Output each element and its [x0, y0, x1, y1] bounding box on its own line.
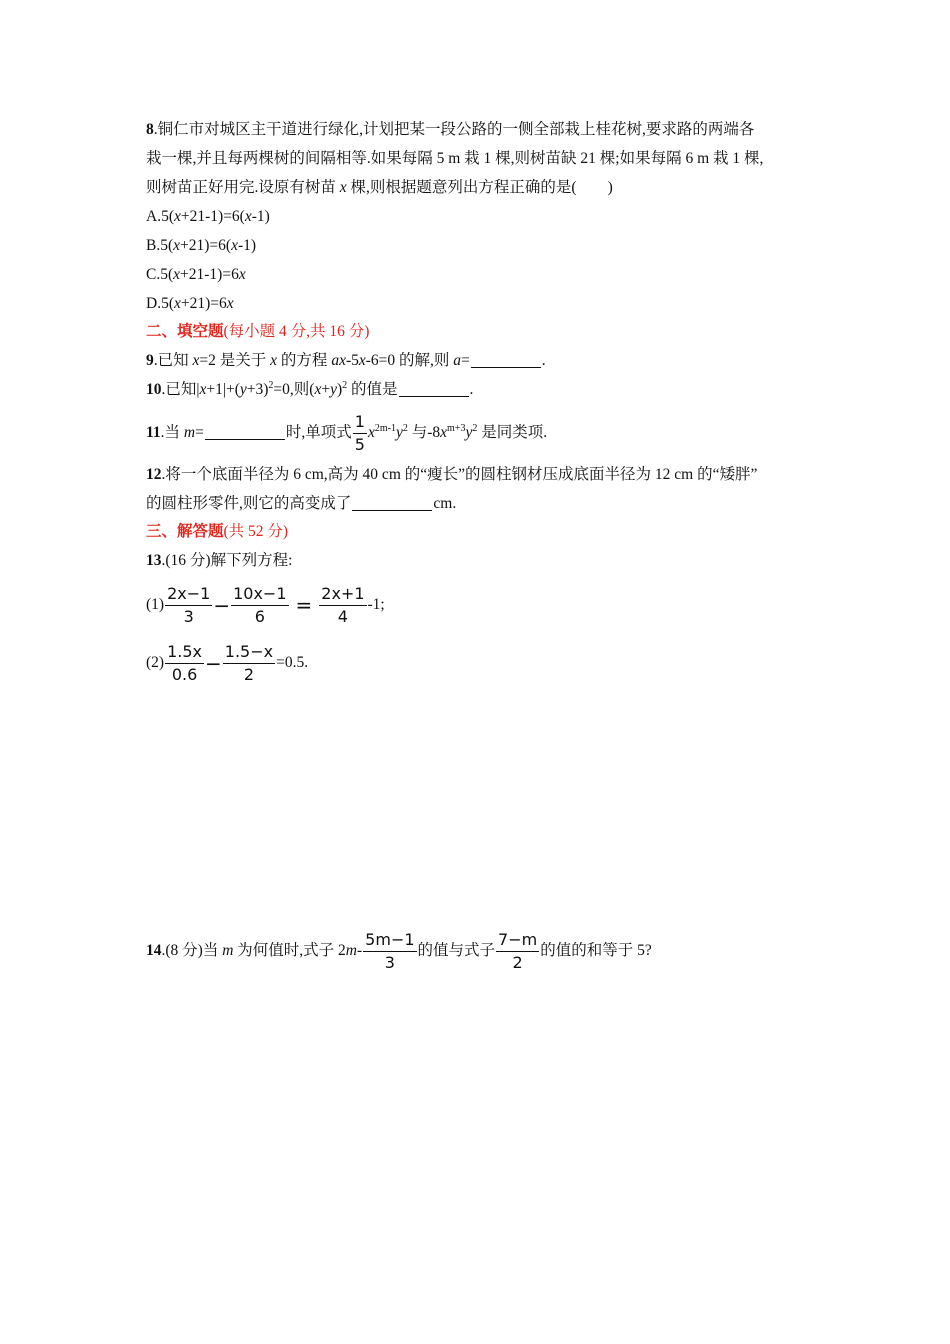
part-label: (1): [146, 596, 165, 613]
q10-text: +1|+(: [206, 381, 240, 398]
equation-tail: =0.5.: [276, 654, 309, 671]
minus-sign: −: [205, 651, 222, 676]
var-x: x: [192, 352, 200, 369]
var-x: x: [226, 295, 234, 312]
q13-part1: [146, 580, 385, 630]
var-a: a: [331, 352, 340, 369]
q8-option-d: [146, 294, 234, 314]
q14-text: -: [357, 942, 363, 959]
var-m: m: [183, 424, 196, 441]
var-x: x: [173, 266, 181, 283]
fraction-denominator: 5: [354, 434, 365, 454]
q14-text: 的值的和等于 5?: [540, 942, 652, 959]
q9-number: 9: [146, 352, 154, 369]
opt-pre: A.5(: [146, 208, 174, 225]
fraction-numerator: 10x−1: [233, 583, 287, 603]
var-x: x: [231, 237, 238, 254]
q9-text: =2 是关于: [199, 352, 271, 369]
answer-blank[interactable]: [399, 380, 469, 397]
q8-line2: 栽一棵,并且每两棵树的间隔相等.如果每隔 5 m 栽 1 棵,则树苗缺 21 棵;如果每隔 6 m 栽 1 棵,: [146, 150, 764, 167]
q10-text: .已知|: [161, 381, 200, 398]
q9-text: -6=0 的解,则: [365, 352, 454, 369]
fraction: [319, 583, 366, 628]
fraction-denominator: 2: [512, 952, 523, 972]
q12-line1: [146, 465, 757, 485]
opt-mid: +21)=6(: [180, 237, 232, 254]
q8-option-a: [146, 207, 270, 227]
q12-number: 12: [146, 466, 162, 483]
q8-option-c: [146, 265, 246, 285]
exponent: 2: [472, 423, 478, 434]
q12-text: 的圆柱形零件,则它的高变成了: [146, 495, 352, 512]
q10-text: 的值是: [347, 381, 398, 398]
section-title: 三、解答题: [146, 523, 224, 540]
fraction-denominator: 4: [337, 606, 348, 626]
q9-end: .: [541, 352, 546, 369]
fraction-numerator: 2x−1: [167, 583, 211, 603]
fraction: [223, 641, 275, 686]
fraction: [165, 583, 212, 628]
fraction-numerator: 1.5−x: [224, 641, 274, 661]
fraction-denominator: 3: [384, 952, 395, 972]
exponent: 2: [268, 380, 274, 391]
q10-number: 10: [146, 381, 162, 398]
q8-text-1: .铜仁市对城区主干道进行绿化,计划把某一段公路的一侧全部栽上桂花树,要求路的两端各: [153, 121, 755, 138]
q9-text: -5: [345, 352, 359, 369]
q8-text-3b: 棵,则根据题意列出方程正确的是( ): [346, 179, 613, 196]
fraction: [363, 929, 416, 974]
q14-text: .(8 分)当: [161, 942, 223, 959]
var-m: m: [222, 942, 234, 959]
q9-text: 的方程: [277, 352, 332, 369]
exponent: m+3: [447, 423, 466, 434]
q11-text: =: [195, 424, 204, 441]
fraction: [496, 929, 539, 974]
equation-tail: -1;: [367, 596, 385, 613]
q8-option-b: [146, 236, 256, 256]
var-y: y: [465, 424, 473, 441]
exponent: 2: [402, 423, 408, 434]
var-x: x: [173, 237, 181, 254]
q11: [146, 407, 547, 459]
q9: [146, 351, 546, 371]
fraction-numerator: 7−m: [498, 929, 538, 949]
q9-text: =: [461, 352, 470, 369]
fraction: [165, 641, 204, 686]
opt-pre: C.5(: [146, 266, 174, 283]
var-x: x: [440, 424, 448, 441]
exponent: 2m-1: [374, 423, 396, 434]
section-solve: [146, 522, 288, 542]
q8-text-3a: 则树苗正好用完.设原有树苗: [146, 179, 340, 196]
fraction-denominator: 0.6: [171, 664, 198, 684]
var-x: x: [244, 208, 252, 225]
opt-mid: +21)=6: [180, 295, 227, 312]
q10-end: .: [469, 381, 474, 398]
var-x: x: [173, 208, 181, 225]
q14-text: 的值与式子: [417, 942, 496, 959]
opt-end: -1): [251, 208, 270, 225]
q10-text: =0,则(: [273, 381, 315, 398]
var-m: m: [345, 942, 357, 959]
section-fill-in: [146, 322, 369, 342]
opt-pre: D.5(: [146, 295, 174, 312]
var-x: x: [270, 352, 278, 369]
q12-text: .将一个底面半径为 6 cm,高为 40 cm 的“瘦长”的圆柱钢材压成底面半径为 12 cm 的“矮胖”: [161, 466, 758, 483]
q11-text: 时,单项式: [285, 424, 352, 441]
answer-blank[interactable]: [471, 351, 541, 368]
opt-mid: +21-1)=6(: [180, 208, 245, 225]
q14-number: 14: [146, 942, 162, 959]
q10: [146, 380, 473, 400]
var-y: y: [330, 381, 337, 398]
q11-text: 与-8: [407, 424, 441, 441]
q13-part2: [146, 638, 308, 688]
q8-line1: [146, 120, 754, 140]
part-label: (2): [146, 654, 165, 671]
var-x: x: [367, 424, 375, 441]
section-note: (共 52 分): [223, 523, 289, 540]
fraction-denominator: 3: [183, 606, 194, 626]
q10-text: +3): [246, 381, 269, 398]
equals-sign: =: [295, 593, 313, 618]
var-y: y: [395, 424, 403, 441]
q11-text: .当: [160, 424, 184, 441]
q10-text: +: [321, 381, 331, 398]
q12-line2: [146, 494, 456, 514]
var-x: x: [339, 352, 346, 369]
opt-mid: +21-1)=6: [180, 266, 239, 283]
fraction-numerator: 2x+1: [321, 583, 365, 603]
q13-number: 13: [146, 552, 162, 569]
section-note: (每小题 4 分,共 16 分): [223, 323, 370, 340]
var-x: x: [199, 381, 207, 398]
q8-number: 8: [146, 121, 154, 138]
answer-blank[interactable]: [205, 423, 285, 440]
q11-text: 是同类项.: [477, 424, 548, 441]
var-x: x: [358, 352, 366, 369]
fraction-numerator: 5m−1: [365, 929, 415, 949]
q13-text: .(16 分)解下列方程:: [161, 552, 293, 569]
fraction-numerator: 1: [354, 411, 365, 431]
section-title: 二、填空题: [146, 323, 224, 340]
answer-blank[interactable]: [352, 494, 432, 511]
q8-line3: [146, 178, 613, 198]
opt-pre: B.5(: [146, 237, 174, 254]
fraction-denominator: 6: [254, 606, 265, 626]
q10-text: ): [336, 381, 343, 398]
q9-text: .已知: [153, 352, 193, 369]
q14-text: 为何值时,式子 2: [233, 942, 346, 959]
q11-number: 11: [146, 424, 161, 441]
fraction: [231, 583, 288, 628]
fraction-numerator: 1.5x: [167, 641, 202, 661]
minus-sign: −: [213, 593, 231, 618]
var-x: x: [173, 295, 181, 312]
opt-end: -1): [237, 237, 257, 254]
var-a: a: [453, 352, 462, 369]
var-x: x: [314, 381, 322, 398]
q12-text: cm.: [433, 495, 457, 512]
q14: [146, 926, 652, 976]
q13-intro: [146, 551, 292, 571]
var-x: x: [339, 179, 347, 196]
var-x: x: [238, 266, 246, 283]
var-y: y: [239, 381, 247, 398]
fraction: [353, 411, 367, 456]
exponent: 2: [342, 380, 348, 391]
fraction-denominator: 2: [243, 664, 255, 684]
